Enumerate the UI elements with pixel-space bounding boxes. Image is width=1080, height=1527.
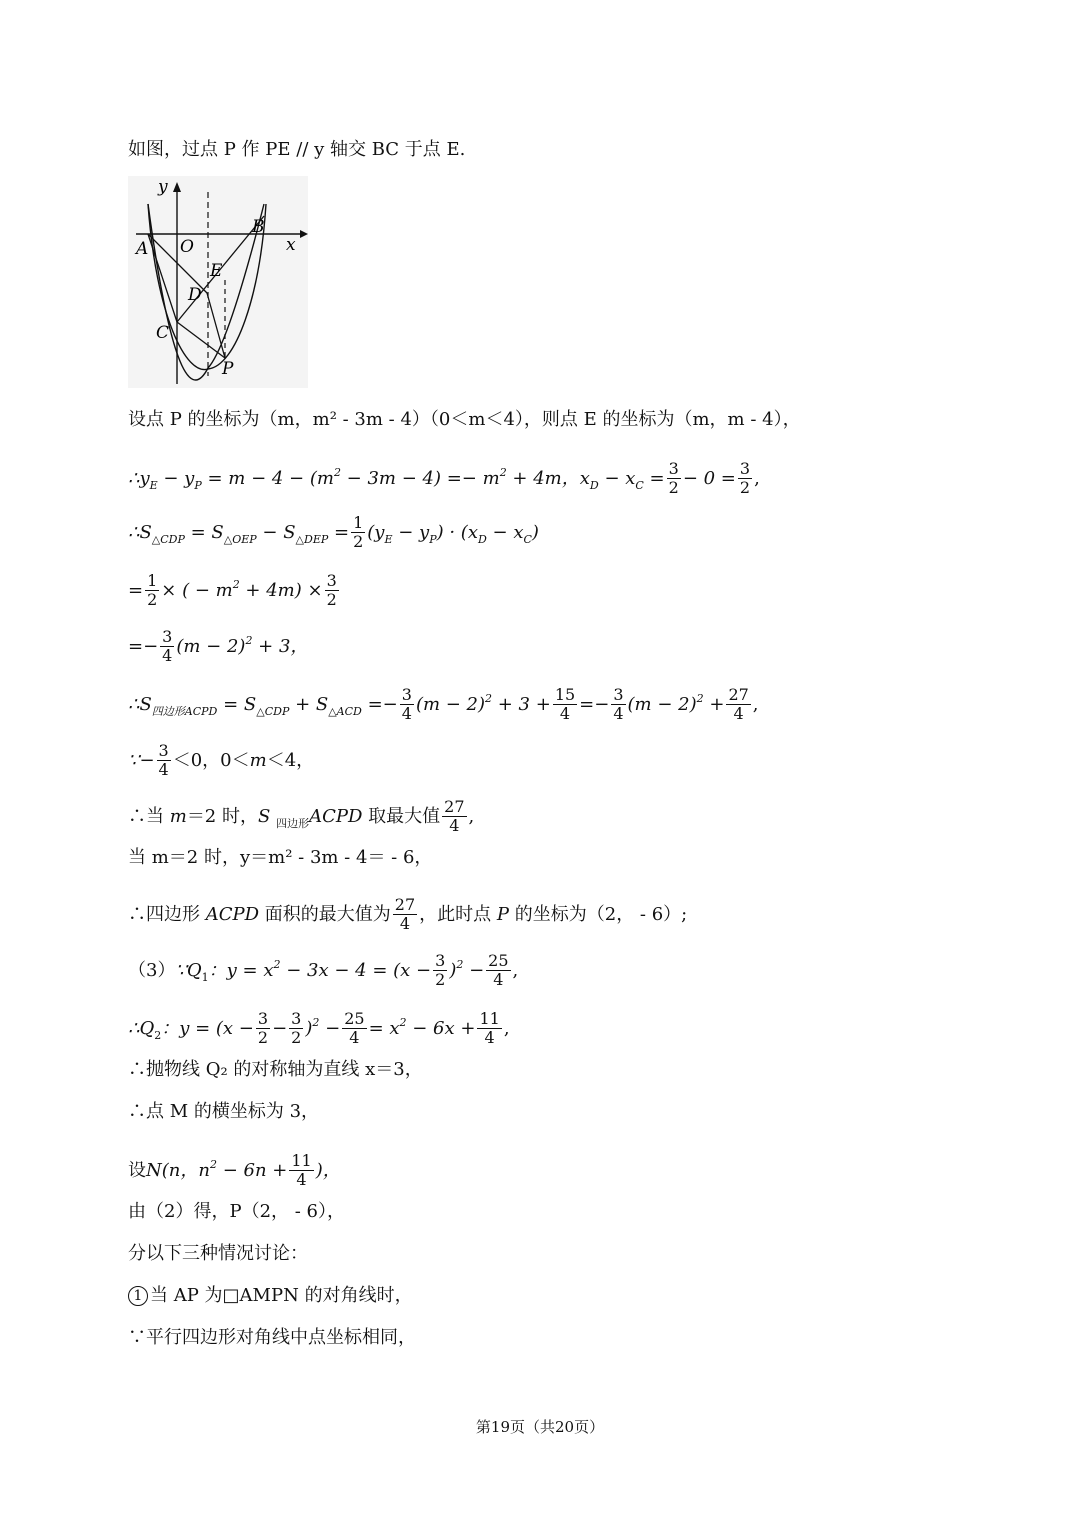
fig-label-x: x — [286, 235, 296, 255]
set-p-line: 设点 P 的坐标为（m，m² ‐ 3m ‐ 4）（0＜m＜4），则点 E 的坐标为（m，m ‐ 4）， — [128, 409, 801, 430]
formula-q1: （3） $\because Q_1$：$y = x^2 - 3x - 4 = (x$ − $\frac{3}{2}$ )$^2$ − $\frac{25}{4}$ , — [128, 951, 519, 989]
case1-number: 1 — [128, 1286, 148, 1306]
parallel-line: ∵平行四边形对角线中点坐标相同， — [128, 1327, 416, 1348]
fig-label-a: A — [136, 239, 149, 259]
formula-s-cdp: $\therefore S_{\triangle CDP} = S_{\triangle OEP} - S_{\triangle DEP}$ = $\frac{1}{2}$ $(y_E - y_P) \cdot (x_D - x_C)$ — [128, 513, 539, 551]
formula-set-n: 设 N(n，$n^2 - 6n$ + $\frac{11}{4}$ )， — [128, 1151, 341, 1189]
axis-note-line: ∴抛物线 Q₂ 的对称轴为直线 x＝3， — [128, 1059, 423, 1080]
formula-because: ∵− $\frac{3}{4}$ ＜0，0＜m＜4， — [128, 741, 315, 779]
formula-s-acpd: $\therefore S_{四边形ACPD} = S_{\triangle CDP} + S_{\triangle ACD}$ =− $\frac{3}{4}$ $(m - 2)^2 + 3$ + $\frac{15}{4}$ =− $\frac{3}{4}$ $(m - 2)^2$ + $\frac{27}{4}$ , — [128, 685, 759, 723]
formula-max: ∴当 m＝2 时，S $_{四边形}$ACPD 取最大值 $\frac{27}{4}$ , — [128, 797, 475, 835]
fig-label-y: y — [158, 177, 168, 197]
fig-label-b: B — [252, 217, 265, 237]
from2-line: 由（2）得，P（2， ‐ 6）， — [128, 1201, 345, 1222]
case1-text: 当 AP 为□AMPN 的对角线时， — [150, 1285, 413, 1306]
formula-vertex: =− $\frac{3}{4}$ $(m - 2)^2 + 3$， — [128, 627, 309, 665]
cases-line: 分以下三种情况讨论： — [128, 1243, 308, 1264]
formula-max-area: ∴四边形 ACPD 面积的最大值为 $\frac{27}{4}$ ，此时点 P 的坐标为（2， ‐ 6）; — [128, 895, 688, 933]
parabola-figure — [128, 176, 308, 388]
fig-label-d: D — [188, 285, 202, 305]
m-x-line: ∴点 M 的横坐标为 3， — [128, 1101, 320, 1122]
part3-label: （3） — [128, 959, 176, 981]
case1-line — [128, 1284, 413, 1308]
fig-label-e: E — [210, 261, 223, 281]
fig-label-p: P — [222, 359, 234, 379]
formula-half: = $\frac{1}{2}$ × ( − $m^2 + 4m$) × $\frac{3}{2}$ — [128, 571, 337, 609]
formula-q2: $\therefore Q_2$：y = (x − $\frac{3}{2}$ − $\frac{3}{2}$ )$^2$ − $\frac{25}{4}$ = $x^2 - 6x$ + $\frac{11}{4}$ , — [128, 1009, 510, 1047]
fig-label-o: O — [180, 237, 194, 257]
fig-label-c: C — [156, 323, 170, 343]
page-footer: 第19页（共20页） — [475, 1418, 605, 1436]
intro-line: 如图，过点 P 作 PE // y 轴交 BC 于点 E. — [128, 139, 466, 160]
formula-ye-yp: $\therefore y_E - y_P = m - 4 - (m^2 - 3m - 4) =- m^2 + 4m$，$x_D - x_C$ = $\frac{3}{2}$ − 0 = $\frac{3}{2}$ , — [128, 459, 760, 497]
when-m2-line: 当 m＝2 时，y＝m² ‐ 3m ‐ 4＝ ‐ 6， — [128, 847, 433, 868]
